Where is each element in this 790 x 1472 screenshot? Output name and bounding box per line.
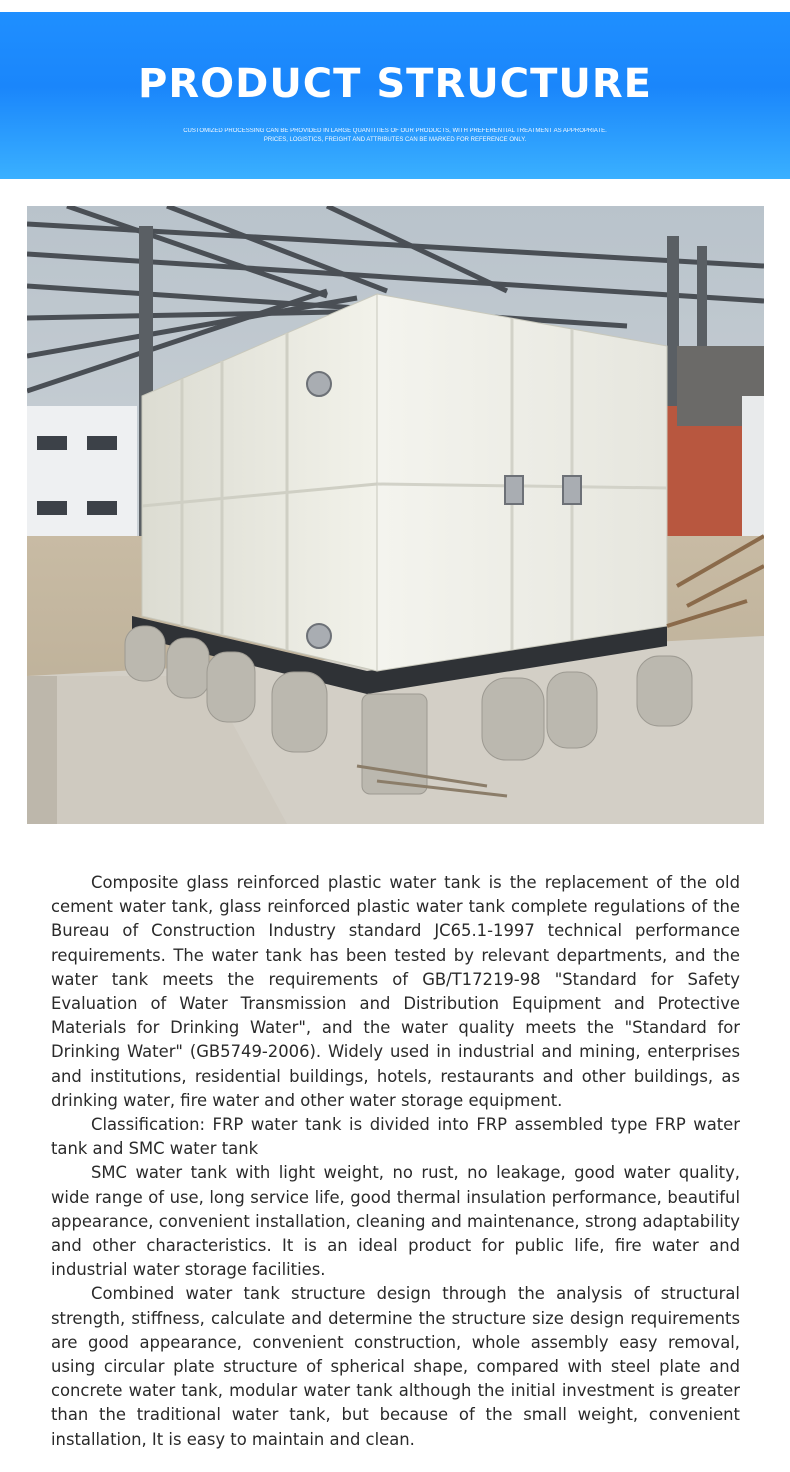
product-description [51, 871, 740, 1452]
header-banner [0, 12, 790, 179]
banner-subtitle-line-2: PRICES, LOGISTICS, FREIGHT AND ATTRIBUTES CAN BE MARKED FOR REFERENCE ONLY. [263, 137, 527, 143]
water-tank-illustration [27, 206, 764, 824]
banner-subtitle [0, 127, 790, 145]
product-photo [27, 206, 764, 824]
paragraph-structure-design: Combined water tank structure design through the analysis of structural strength, stiffness, calculate and determine the structure size design requirements are good appearance, convenient construction, whole assembly easy removal, using circular plate structure of spherical shape, compared with steel plate and concrete water tank, modular water tank although the initial investment is greater than the traditional water tank, but because of the small weight, convenient installation, It is easy to maintain and clean. [51, 1284, 740, 1449]
paragraph-intro: Composite glass reinforced plastic water tank is the replacement of the old cement water tank, glass reinforced plastic water tank complete regulations of the Bureau of Construction Industry standard JC65.1-1997 technical performance requirements. The water tank has been tested by relevant departments, and the water tank meets the requirements of GB/T17219-98 "Standard for Safety Evaluation of Water Transmission and Distribution Equipment and Protective Materials for Drinking Water", and the water quality meets the "Standard for Drinking Water" (GB5749-2006). Widely used in industrial and mining, enterprises and institutions, residential buildings, hotels, restaurants and other buildings, as drinking water, fire water and other water storage equipment. [51, 873, 740, 1110]
paragraph-smc-features: SMC water tank with light weight, no rust, no leakage, good water quality, wide range of use, long service life, good thermal insulation performance, beautiful appearance, convenient installation, cleaning and maintenance, strong adaptability and other characteristics. It is an ideal product for public life, fire water and industrial water storage facilities. [51, 1163, 740, 1280]
page-title: PRODUCT STRUCTURE [138, 61, 652, 107]
banner-subtitle-line-1: CUSTOMIZED PROCESSING CAN BE PROVIDED IN LARGE QUANTITIES OF OUR PRODUCTS, WITH PREFERENTIAL TREATMENT AS APPROPRIATE. [183, 128, 607, 134]
paragraph-classification: Classification: FRP water tank is divided into FRP assembled type FRP water tank and SMC water tank [51, 1115, 740, 1159]
